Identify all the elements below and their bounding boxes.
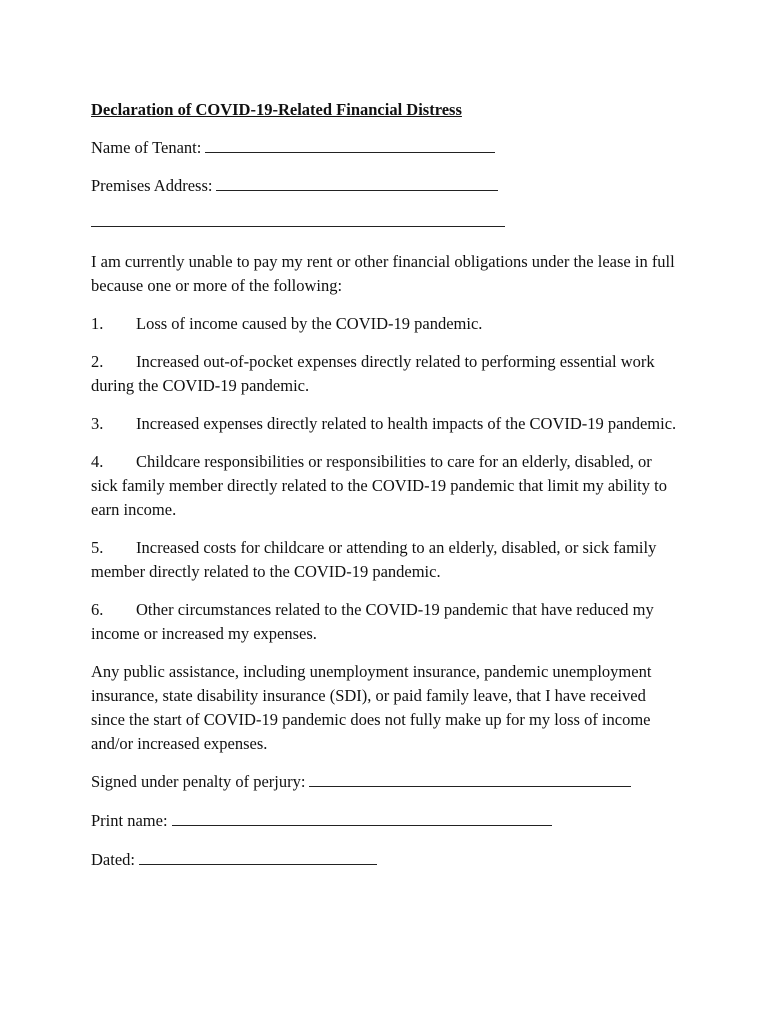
signature-line[interactable]: [309, 772, 631, 787]
item-number: 6.: [91, 600, 104, 619]
premises-address-field[interactable]: [91, 174, 681, 198]
tenant-name-line[interactable]: [205, 138, 495, 153]
item-text: Childcare responsibilities or responsibilities to care for an elderly, disabled, or sick family member directly related to the COVID-19 pandemic that limit my ability to earn income.: [91, 452, 667, 519]
intro-paragraph: I am currently unable to pay my rent or other financial obligations under the lease in full because one or more of the following:: [91, 252, 675, 295]
print-name-line[interactable]: [172, 811, 552, 826]
item-text: Other circumstances related to the COVID-19 pandemic that have reduced my income or increased my expenses.: [91, 600, 654, 643]
dated-field[interactable]: [91, 848, 681, 872]
list-item: [91, 412, 681, 436]
list-item: [91, 450, 681, 522]
signature-label: Signed under penalty of perjury:: [91, 772, 306, 791]
item-text: Increased expenses directly related to health impacts of the COVID-19 pandemic.: [136, 414, 677, 433]
item-number: 5.: [91, 538, 104, 557]
document-title: Declaration of COVID-19-Related Financial Distress: [91, 100, 462, 119]
list-item: [91, 312, 681, 336]
premises-address-label: Premises Address:: [91, 176, 213, 195]
signature-field[interactable]: [91, 770, 681, 794]
list-item: [91, 598, 681, 646]
document-content: [91, 98, 681, 887]
dated-label: Dated:: [91, 850, 135, 869]
dated-line[interactable]: [139, 850, 377, 865]
item-text: Increased costs for childcare or attending to an elderly, disabled, or sick family member directly related to the COVID-19 pandemic.: [91, 538, 657, 581]
item-number: 2.: [91, 352, 104, 371]
tenant-name-field[interactable]: [91, 136, 681, 160]
print-name-label: Print name:: [91, 811, 168, 830]
premises-address-line[interactable]: [216, 176, 498, 191]
premises-address-line-2[interactable]: [91, 212, 505, 227]
item-number: 4.: [91, 452, 104, 471]
item-text: Increased out-of-pocket expenses directly related to performing essential work during the COVID-19 pandemic.: [91, 352, 655, 395]
print-name-field[interactable]: [91, 809, 681, 833]
premises-address-continuation[interactable]: [91, 212, 681, 236]
item-text: Loss of income caused by the COVID-19 pandemic.: [136, 314, 483, 333]
item-number: 3.: [91, 414, 104, 433]
tenant-name-label: Name of Tenant:: [91, 138, 202, 157]
item-number: 1.: [91, 314, 104, 333]
signature-block: [91, 770, 681, 872]
assistance-paragraph: Any public assistance, including unemployment insurance, pandemic unemployment insurance, state disability insurance (SDI), or paid family leave, that I have received since the start of COVID-19 pandemic does not fully make up for my loss of income and/or increased expenses.: [91, 662, 652, 753]
list-item: [91, 536, 681, 584]
list-item: [91, 350, 681, 398]
